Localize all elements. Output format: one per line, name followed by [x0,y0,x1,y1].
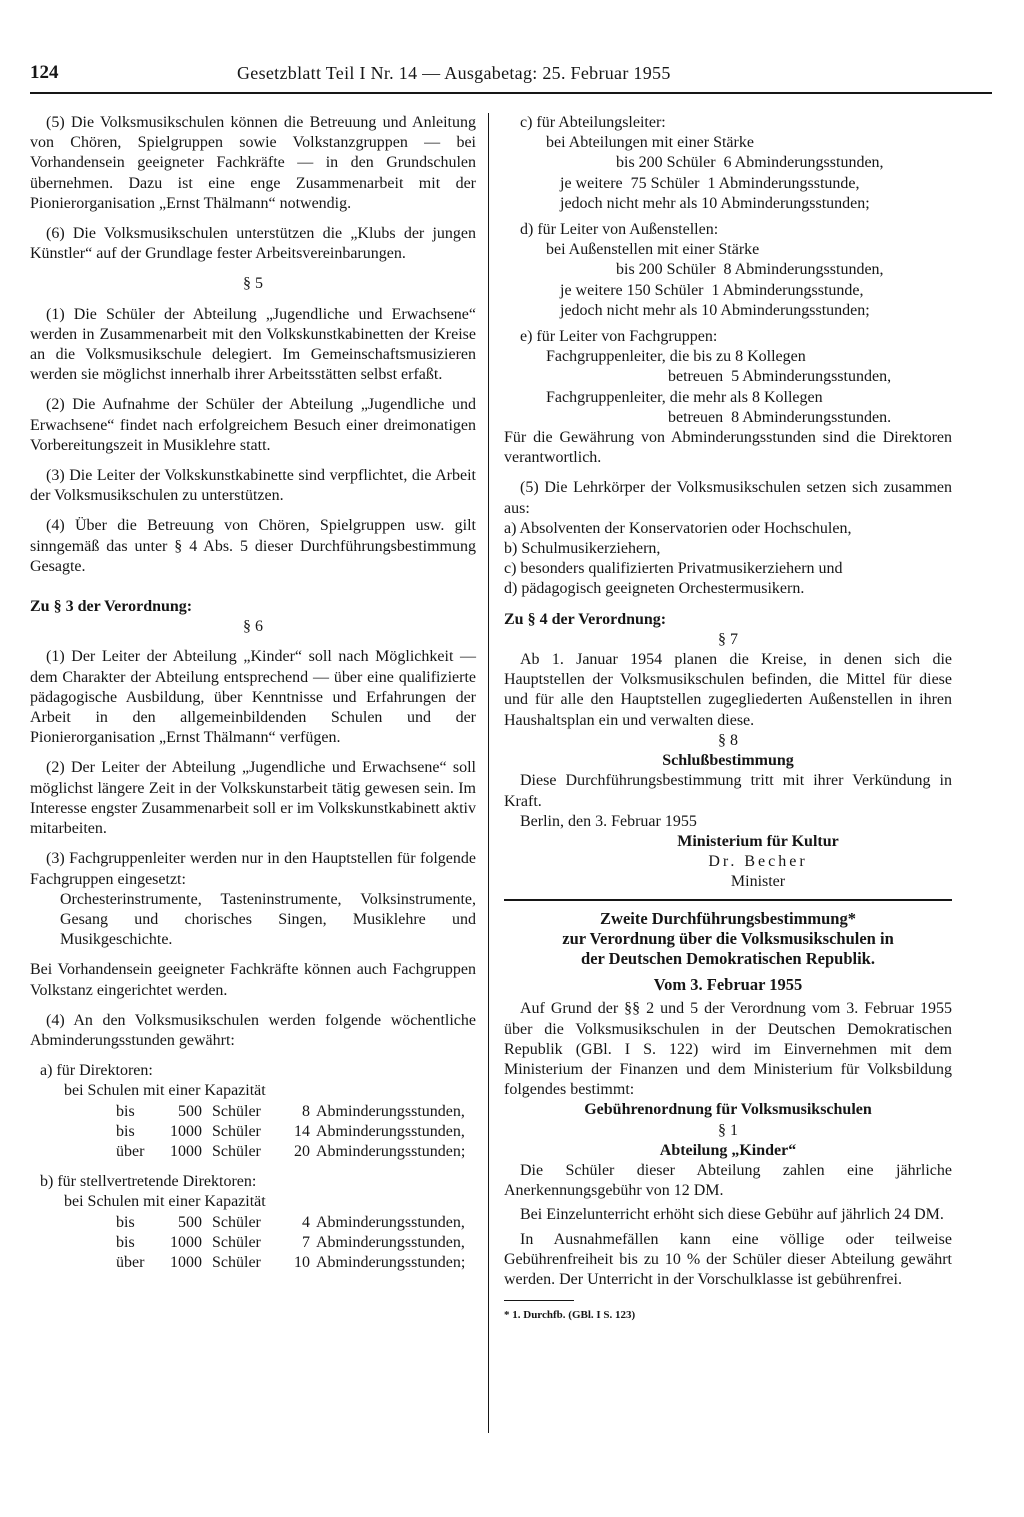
zu-4-heading: Zu § 4 der Verordnung: [504,610,667,628]
section-8-paragraph: Diese Durchführungsbestimmung tritt mit ihrer Verkündung in Kraft. [504,772,952,810]
dept-heads-line-2: je weitere 75 Schüler 1 Abminderungsstunde, [560,174,860,192]
fee-paragraph-1: Die Schüler dieser Abteilung zahlen eine jährliche Anerkennungsgebühr von 12 DM. [504,1161,952,1200]
table-cell: 7 [302,1233,310,1251]
deputy-directors-heading: b) für stellvertretende Direktoren: [40,1173,257,1191]
table-cell: über [116,1253,145,1271]
paragraph-5-5: (5) Die Volksmusikschulen können die Betreuung und Anleitung von Chören, Spielgruppen sowie Volkstanzgruppen — bei Vorhandensein geeigneter Fachkräfte — in den Grundschulen übernehmen. Dazu ist eine enge Zusammenarbeit mit der Pionierorganisation „Ernst Thälmann“ notwendig. [30,114,476,212]
second-regulation-title-3: der Deutschen Demokratischen Republik. [581,948,875,968]
signatory-title: Minister [730,873,786,891]
table-cell: Abminderungsstunden, [316,1233,465,1251]
table-cell: Schüler [212,1102,261,1120]
fee-paragraph-3: In Ausnahmefällen kann eine völlige oder teilweise Gebührenfreiheit bis zu 10 % der Schüler dieser Abteilung gewährt werden. Der Unterricht in der Vorschulklasse ist gebührenfrei. [504,1230,952,1288]
section-7-heading: § 7 [718,630,738,648]
running-title: Gesetzblatt Teil I Nr. 14 — Ausgabetag: 25. Februar 1955 [237,63,671,83]
group-heads-line-2: betreuen 5 Abminderungsstunden, [668,368,892,386]
teachers-list-c: c) besonders qualifizierten Privatmusikerziehern und [504,560,843,578]
second-regulation-title-1: Zweite Durchführungsbestimmung* [600,908,856,928]
table-cell: Schüler [212,1233,261,1251]
table-cell: 20 [294,1142,310,1160]
ministry-name: Ministerium für Kultur [677,832,839,850]
branch-heads-line-3: jedoch nicht mehr als 10 Abminderungsstunden; [560,301,870,319]
second-regulation-title-2: zur Verordnung über die Volksmusikschulen in [562,928,894,948]
dept-heads-line-1: bis 200 Schüler 6 Abminderungsstunden, [616,154,884,172]
table-cell: 8 [302,1102,310,1120]
table-cell: Abminderungsstunden, [316,1102,465,1120]
column-divider [488,113,489,1433]
children-dept-heading: Abteilung „Kinder“ [659,1141,797,1159]
table-cell: Schüler [212,1122,261,1140]
header-rule [30,92,992,94]
left-column [30,113,476,1273]
paragraph-5-6: (6) Die Volksmusikschulen unterstützen die „Klubs der jungen Künstler“ auf der Grundlage fester Arbeitsvereinbarungen. [30,225,476,263]
branch-heads-line-1: bis 200 Schüler 8 Abminderungsstunden, [616,261,884,279]
section-5-heading: § 5 [243,275,263,293]
section-8-heading: § 8 [718,731,738,749]
section-5-para-3: (3) Die Leiter der Volkskunstkabinette sind verpflichtet, die Arbeit der Volksmusikschulen zu unterstützen. [30,467,476,505]
section-6-para-1: (1) Der Leiter der Abteilung „Kinder“ soll nach Möglichkeit — dem Charakter der Abteilung entsprechend — über eine qualifizierte pädagogische Ausbildung, über Kenntnisse und Erfahrungen der Arbeit in den allgemeinbildenden Schulen und der Pionierorganisation „Ernst Thälmann“ verfügen. [30,648,476,747]
table-cell: bis [116,1213,135,1231]
directors-table [116,1102,476,1163]
table-cell: Schüler [212,1142,261,1160]
zu-3-heading: Zu § 3 der Verordnung: [30,598,193,616]
page-header [30,62,992,94]
fee-paragraph-2: Bei Einzelunterricht erhöht sich diese Gebühr auf jährlich 24 DM. [520,1206,944,1224]
deputy-directors-table [116,1213,476,1274]
group-heads-line-3: Fachgruppenleiter, die mehr als 8 Kollegen [546,388,823,406]
section-6-heading: § 6 [243,618,263,636]
table-cell: bis [116,1102,135,1120]
branch-heads-heading: d) für Leiter von Außenstellen: [520,221,719,239]
table-cell: bis [116,1122,135,1140]
teachers-list-b: b) Schulmusikerziehern, [504,540,661,558]
responsibility-paragraph: Für die Gewährung von Abminderungsstunden sind die Direktoren verantwortlich. [504,429,952,467]
preamble-paragraph: Auf Grund der §§ 2 und 5 der Verordnung vom 3. Februar 1955 über die Volksmusikschulen in der Deutschen Demokratischen Republik (GBl. I S. 122) wird im Einvernehmen mit dem Ministerium der Finanzen und dem Ministerium für Volksbildung folgendes bestimmt: [504,1000,952,1099]
directors-heading: a) für Direktoren: [40,1062,153,1080]
table-cell: 1000 [170,1122,202,1140]
table-cell: bis [116,1233,135,1251]
section-6-para-5: (5) Die Lehrkörper der Volksmusikschulen setzen sich zusammen aus: [504,479,952,517]
table-cell: Abminderungsstunden, [316,1213,465,1231]
section-divider [504,899,952,901]
table-cell: 1000 [170,1233,202,1251]
dept-heads-line-3: jedoch nicht mehr als 10 Abminderungsstunden; [560,194,870,212]
section-5-para-4: (4) Über die Betreuung von Chören, Spielgruppen usw. gilt sinngemäß das unter § 4 Abs. 5 dieser Durchführungsbestimmung Gesagte. [30,517,476,575]
branch-heads-line-2: je weitere 150 Schüler 1 Abminderungsstunde, [560,281,864,299]
table-cell: 10 [294,1253,310,1271]
table-cell: Schüler [212,1253,261,1271]
teachers-list-d: d) pädagogisch geeigneten Orchestermusikern. [504,580,805,598]
teachers-list-a: a) Absolventen der Konservatorien oder Hochschulen, [504,519,852,537]
section-6-para-3: (3) Fachgruppenleiter werden nur in den Hauptstellen für folgende Fachgruppen eingesetzt: [30,850,476,888]
table-cell: 1000 [170,1253,202,1271]
table-cell: Abminderungsstunden, [316,1122,465,1140]
footnote-rule [504,1300,574,1301]
dept-heads-subheading: bei Abteilungen mit einer Stärke [546,134,754,152]
section-6-para-2: (2) Der Leiter der Abteilung „Jugendliche und Erwachsene“ soll möglichst längere Zeit in der Volkskunstarbeit tätig gewesen sein. Im Interesse engster Zusammenarbeit soll er im Volkskunstkabinett aktiv mitarbeiten. [30,759,476,838]
table-cell: 500 [178,1213,202,1231]
signatory-name: Dr. Becher [708,853,808,871]
section-1-heading: § 1 [718,1121,738,1139]
table-cell: Schüler [212,1213,261,1231]
table-cell: über [116,1142,145,1160]
fachgruppen-list: Orchesterinstrumente, Tasteninstrumente, Volksinstrumente, Gesang und chorisches Singen, Musiklehre und Musikgeschichte. [60,890,476,949]
section-7-paragraph: Ab 1. Januar 1954 planen die Kreise, in denen sich die Hauptstellen der Volksmusikschulen befinden, die Mittel für diese und für alle den Hauptstellen zugegliederten Außenstellen in ihren Haushaltsplan ein und verwalten diese. [504,651,952,729]
dept-heads-heading: c) für Abteilungsleiter: [520,114,666,131]
table-cell: Abminderungsstunden; [316,1142,466,1160]
table-cell: Abminderungsstunden; [316,1253,466,1271]
final-provision-heading: Schlußbestimmung [662,752,794,770]
table-cell: 14 [294,1122,310,1140]
deputy-directors-subheading: bei Schulen mit einer Kapazität [64,1193,266,1211]
page-number: 124 [30,62,59,83]
fee-schedule-heading: Gebührenordnung für Volksmusikschulen [584,1101,872,1119]
section-6-para-4: (4) An den Volksmusikschulen werden folgende wöchentliche Abminderungsstunden gewährt: [30,1011,476,1049]
group-heads-heading: e) für Leiter von Fachgruppen: [520,328,718,346]
group-heads-line-1: Fachgruppenleiter, die bis zu 8 Kollegen [546,348,806,366]
section-5-para-1: (1) Die Schüler der Abteilung „Jugendliche und Erwachsene“ werden in Zusammenarbeit mit den Volkskunstkabinetten der Kreise an die Volksmusikschule delegiert. Im Gemeinschaftsmusizieren werden sie möglichst innerhalb ihrer Arbeitsstätten selbst erfaßt. [30,305,476,384]
second-regulation-date: Vom 3. Februar 1955 [653,975,803,995]
footnote: * 1. Durchfb. (GBl. I S. 123) [504,1309,636,1322]
section-6-para-3b: Bei Vorhandensein geeigneter Fachkräfte können auch Fachgruppen Volkstanz eingerichtet werden. [30,961,476,999]
directors-subheading: bei Schulen mit einer Kapazität [64,1082,266,1100]
right-column [504,113,952,1325]
date-place: Berlin, den 3. Februar 1955 [520,812,697,830]
table-cell: 4 [302,1213,310,1231]
branch-heads-subheading: bei Außenstellen mit einer Stärke [546,241,760,259]
table-cell: 1000 [170,1142,202,1160]
table-cell: 500 [178,1102,202,1120]
section-5-para-2: (2) Die Aufnahme der Schüler der Abteilung „Jugendliche und Erwachsene“ findet nach erfolgreichem Besuch einer dreimonatigen Vorbereitungszeit in Musiklehre statt. [30,396,476,454]
group-heads-line-4: betreuen 8 Abminderungsstunden. [668,408,892,426]
